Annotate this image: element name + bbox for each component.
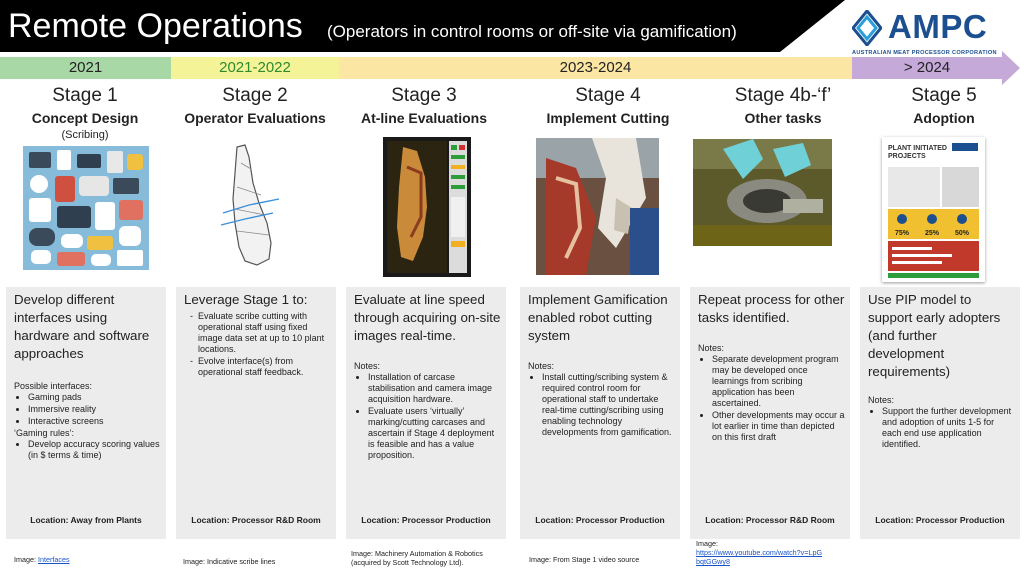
stage-number: Stage 3 — [391, 85, 457, 106]
ampc-diamond-icon — [852, 10, 882, 46]
timeline-after-2024 — [852, 51, 1020, 85]
stage-number: Stage 4b-‘f’ — [734, 85, 832, 106]
interfaces-link[interactable]: Interfaces — [37, 555, 70, 564]
image-credit-4: Image: From Stage 1 video source — [529, 555, 640, 564]
ampc-logo — [852, 8, 1020, 56]
notes-heading: ‘Gaming rules’: — [14, 428, 75, 438]
stage-title: At-line Evaluations — [360, 110, 488, 126]
stage-title: Concept Design — [31, 110, 139, 126]
stage-number: Stage 4 — [575, 85, 641, 106]
stage-5-description-box — [860, 287, 1020, 539]
box-main-text: Evaluate at line speed through acquiring on-site images real-time. — [354, 292, 501, 343]
pip-document-image — [882, 137, 985, 282]
youtube-link-line-2: bqtGGwy8 — [696, 557, 730, 566]
location-label: Location: Processor Production — [535, 515, 665, 525]
list-item: • Interactive screens — [28, 416, 162, 427]
gaming-devices-image — [23, 146, 149, 270]
box-main-text: Develop different interfaces using hardware and software approaches — [14, 292, 150, 361]
logo-tagline: AUSTRALIAN MEAT PROCESSOR CORPORATION — [852, 50, 997, 56]
stage-title: Operator Evaluations — [184, 110, 326, 126]
list-item: • Support the further development and adoption of units 1-5 for each end use application identified. — [882, 406, 1016, 450]
list-item: • Immersive reality — [28, 404, 162, 415]
image-credit-2: Image: Indicative scribe lines — [183, 557, 276, 566]
list-item: • Other developments may occur a lot earlier in time than depicted on this first draft — [712, 410, 846, 443]
stage-1-description-box — [6, 287, 166, 539]
list-item: • Separate development program may be developed once learnings from scribing application has been ascertained. — [712, 354, 846, 409]
doc-stat-1: 75% — [895, 230, 910, 237]
box-main-text: Repeat process for other tasks identified. — [698, 292, 845, 325]
other-tasks-image — [693, 139, 832, 246]
notes-heading: Notes: — [528, 361, 555, 371]
page-subtitle: (Operators in control rooms or off-site via gamification) — [327, 22, 737, 41]
stage-4-header — [525, 84, 691, 128]
robot-cutting-image — [536, 138, 659, 275]
timeline-2023-2024: 2023-2024 — [339, 57, 852, 79]
youtube-link[interactable] — [696, 548, 822, 566]
box-main-text: Leverage Stage 1 to: — [184, 292, 308, 307]
stage-number: Stage 2 — [222, 85, 288, 106]
stage-number: Stage 5 — [911, 85, 977, 106]
notes-heading: Notes: — [698, 343, 725, 353]
stage-3-header — [341, 84, 507, 128]
list-item: • Installation of carcase stabilisation and camera image acquisition hardware. — [368, 372, 502, 405]
notes-heading: Notes: — [354, 361, 381, 371]
stage-2-description-box — [176, 287, 336, 539]
list-item: • Develop accuracy scoring values (in $ terms & time) — [28, 439, 162, 461]
list-item: • Install cutting/scribing system & required control room for operational staff to undertake real-time cutting/scribing using enabling technology developments from gamification. — [542, 372, 676, 438]
box-notes — [354, 361, 502, 462]
list-item: • Gaming pads — [28, 392, 162, 403]
stage-title: Adoption — [913, 110, 975, 126]
credit-line: Image: Machinery Automation & Robotics — [351, 549, 483, 558]
stage-title: Implement Cutting — [546, 110, 670, 126]
box-notes — [14, 381, 162, 462]
list-item: - Evolve interface(s) from operational staff feedback. — [198, 356, 332, 378]
box-notes — [698, 343, 846, 444]
credit-prefix: Image: — [14, 555, 38, 564]
stage-4-description-box — [520, 287, 680, 539]
doc-stat-3: 50% — [955, 230, 970, 237]
youtube-link-line-1: https://www.youtube.com/watch?v=LpG — [696, 548, 823, 557]
logo-name: AMPC — [888, 8, 988, 45]
box-main-text: Implement Gamification enabled robot cutting system — [528, 292, 668, 343]
image-credit-5 — [696, 539, 822, 566]
notes-heading: Notes: — [868, 395, 895, 405]
box-notes — [868, 395, 1016, 451]
carcase-scribe-lines-image — [215, 143, 287, 267]
stage-4b-header — [700, 84, 866, 128]
list-item: - Evaluate scribe cutting with operational staff using fixed image data set at up to 10 plant locations. — [198, 311, 332, 355]
image-credit-1 — [14, 555, 70, 564]
stage-title: Other tasks — [744, 110, 822, 126]
location-label: Location: Processor Production — [361, 515, 491, 525]
stage-3-description-box — [346, 287, 506, 539]
box-main-text: Use PIP model to support early adopters (and further development requirements) — [868, 292, 1001, 379]
stage-5-header — [861, 84, 1024, 128]
box-notes — [528, 361, 676, 439]
at-line-evaluation-image — [383, 137, 471, 277]
box-notes — [184, 311, 332, 379]
location-label: Location: Away from Plants — [30, 515, 142, 525]
timeline-after-2024-label: > 2024 — [903, 59, 951, 76]
stage-4b-description-box — [690, 287, 850, 539]
stage-number: Stage 1 — [52, 85, 118, 106]
stage-1-header — [2, 84, 168, 142]
location-label: Location: Processor R&D Room — [191, 515, 321, 525]
doc-title-2: PROJECTS — [888, 153, 926, 160]
credit-line: (acquired by Scott Technology Ltd). — [351, 558, 464, 567]
doc-stat-2: 25% — [925, 230, 940, 237]
title-bar — [0, 0, 845, 52]
notes-heading: Possible interfaces: — [14, 381, 93, 391]
doc-title-1: PLANT INITIATED — [888, 145, 947, 152]
stage-2-header — [172, 84, 338, 128]
page-title: Remote Operations — [8, 7, 303, 45]
timeline-2021: 2021 — [0, 57, 171, 79]
stage-subtitle: (Scribing) — [61, 129, 109, 141]
location-label: Location: Processor R&D Room — [705, 515, 835, 525]
credit-prefix: Image: — [696, 539, 718, 548]
timeline-2021-2022: 2021-2022 — [171, 57, 339, 79]
location-label: Location: Processor Production — [875, 515, 1005, 525]
image-credit-3 — [351, 549, 483, 567]
list-item: • Evaluate users ‘virtually’ marking/cutting carcases and ascertain if Stage 4 deployment is feasible and has a value proposition. — [368, 406, 502, 461]
